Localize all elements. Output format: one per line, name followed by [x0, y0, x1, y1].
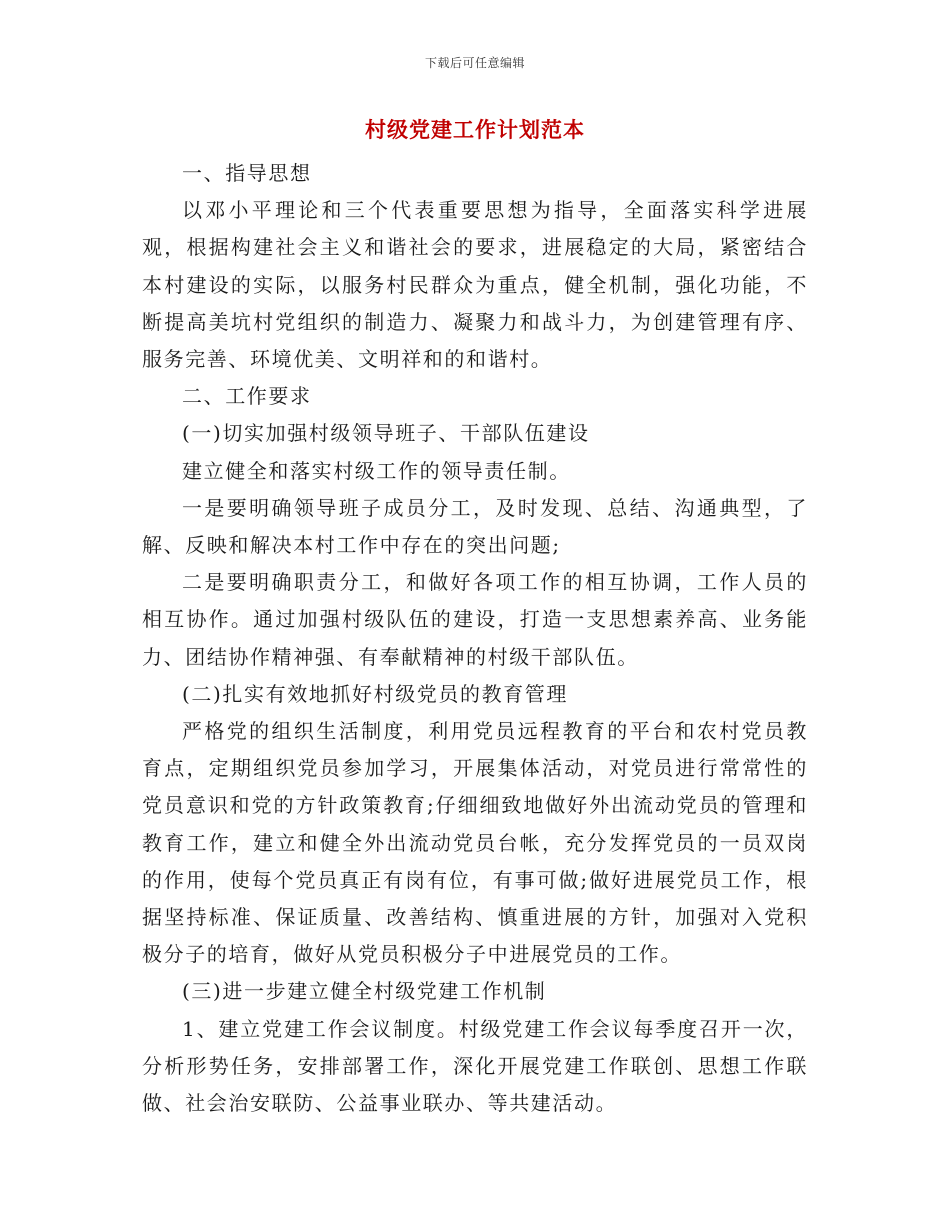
paragraph-meeting-system: 1、建立党建工作会议制度。村级党建工作会议每季度召开一次，分析形势任务，安排部署工作，深化开展党建工作联创、思想工作联做、社会治安联防、公益事业联办、等共建活动。 [142, 1016, 808, 1116]
section-heading-guiding-ideology: 一、指导思想 [182, 161, 312, 185]
subheading-member-education: (二)扎实有效地抓好村级党员的教育管理 [182, 681, 569, 706]
paragraph-member-education: 严格党的组织生活制度，利用党员远程教育的平台和农村党员教育点，定期组织党员参加学习，开展集体活动，对党员进行常常性的党员意识和党的方针政策教育;仔细细致地做好外出流动党员的管理和教育工作，建立和健全外出流动党员台帐，充分发挥党员的一员双岗的作用，使每个党员真正有岗有位，有事可做;做好进展党员工作，根据坚持标准、保证质量、改善结构、慎重进展的方针，加强对入党积极分子的培育，做好从党员积极分子中进展党员的工作。 [142, 719, 808, 967]
paragraph-responsibility-system: 建立健全和落实村级工作的领导责任制。 [182, 458, 571, 483]
subheading-leadership-team: (一)切实加强村级领导班子、干部队伍建设 [182, 421, 590, 446]
section-heading-work-requirements: 二、工作要求 [182, 384, 312, 409]
document-body [142, 155, 808, 1122]
paragraph-guiding-ideology: 以邓小平理论和三个代表重要思想为指导，全面落实科学进展观，根据构建社会主义和谐社会的要求，进展稳定的大局，紧密结合本村建设的实际，以服务村民群众为重点，健全机制，强化功能，不断提高美坑村党组织的制造力、凝聚力和战斗力，为创建管理有序、服务完善、环境优美、文明祥和的和谐村。 [142, 198, 808, 372]
document-title: 村级党建工作计划范本 [365, 117, 585, 142]
header-note: 下载后可任意编辑 [424, 56, 525, 70]
paragraph-point-two: 二是要明确职责分工，和做好各项工作的相互协调，工作人员的相互协作。通过加强村级队伍的建设，打造一支思想素养高、业务能力、团结协作精神强、有奉献精神的村级干部队伍。 [142, 570, 808, 669]
paragraph-point-one: 一是要明确领导班子成员分工，及时发现、总结、沟通典型，了解、反映和解决本村工作中存在的突出问题; [142, 495, 808, 558]
subheading-work-mechanism: (三)进一步建立健全村级党建工作机制 [182, 979, 547, 1004]
